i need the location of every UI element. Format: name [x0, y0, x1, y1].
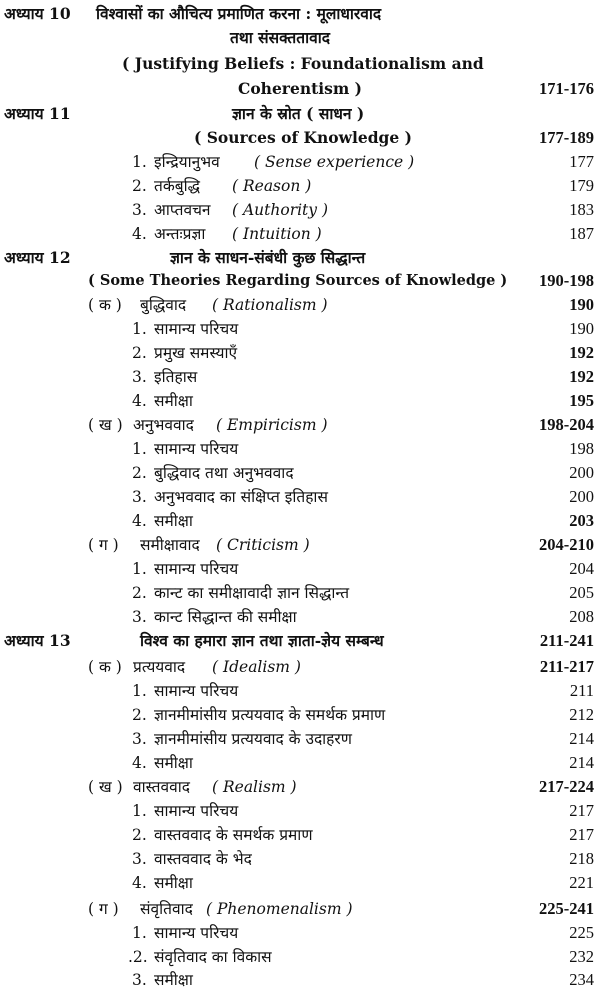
item-title: प्रमुख समस्याएँ — [154, 344, 238, 362]
toc-item — [0, 679, 600, 703]
item-title: अनुभववाद का संक्षिप्त इतिहास — [154, 488, 328, 506]
item-title-english: ( Authority ) — [232, 201, 329, 219]
toc-item — [0, 968, 600, 992]
item-number: 4. — [132, 512, 147, 530]
item-title: सामान्य परिचय — [154, 682, 239, 700]
section-pages: 190 — [569, 295, 594, 314]
item-title-hindi: अन्तःप्रज्ञा — [154, 225, 206, 243]
item-title: सामान्य परिचय — [154, 802, 239, 820]
item-page: 221 — [569, 873, 594, 892]
item-page: 211 — [569, 681, 594, 700]
section-pages: 211-217 — [539, 657, 594, 676]
chapter-title-english: ( Some Theories Regarding Sources of Knowledge ) — [88, 272, 508, 289]
item-title-hindi: आप्तवचन — [154, 201, 211, 219]
toc-item — [0, 365, 600, 389]
section-title-english: ( Empiricism ) — [216, 416, 328, 434]
toc-chapter-12 — [0, 246, 600, 270]
chapter-title-hindi: ज्ञान के स्रोत ( साधन ) — [232, 104, 365, 123]
item-number: 2. — [132, 584, 147, 602]
item-number: 3. — [132, 488, 147, 506]
item-number: 3. — [132, 368, 147, 386]
section-title-english: ( Phenomenalism ) — [206, 900, 353, 918]
section-pages: 204-210 — [539, 535, 594, 554]
item-title: समीक्षा — [154, 512, 193, 530]
toc-section — [0, 775, 600, 799]
item-page: 232 — [569, 947, 594, 966]
item-page: 217 — [569, 801, 594, 820]
item-page: 192 — [569, 343, 594, 362]
item-title-hindi: तर्कबुद्धि — [154, 177, 200, 195]
item-title-english: ( Reason ) — [232, 177, 312, 195]
item-page: 214 — [569, 729, 594, 748]
item-title: इतिहास — [154, 368, 198, 386]
toc-item — [0, 751, 600, 775]
toc-item — [0, 341, 600, 365]
toc-chapter-11 — [0, 102, 600, 126]
chapter-title-hindi: विश्व का हमारा ज्ञान तथा ज्ञाता-ज्ञेय सम्बन्ध — [140, 631, 384, 650]
toc-item — [0, 461, 600, 485]
item-page: 218 — [569, 849, 594, 868]
item-title: सामान्य परिचय — [154, 924, 239, 942]
section-title-hindi: समीक्षावाद — [140, 536, 200, 554]
section-pages: 217-224 — [539, 777, 594, 796]
toc-item — [0, 823, 600, 847]
toc-item — [0, 703, 600, 727]
item-title-hindi: इन्द्रियानुभव — [154, 153, 220, 171]
item-page: 190 — [569, 319, 594, 338]
item-number: 2. — [132, 344, 147, 362]
section-title-english: ( Realism ) — [212, 778, 297, 796]
item-page: 200 — [569, 463, 594, 482]
item-title: ज्ञानमीमांसीय प्रत्ययवाद के समर्थक प्रमाण — [154, 706, 386, 724]
item-number: 4. — [132, 225, 147, 243]
chapter-pages: 177-189 — [539, 128, 594, 147]
item-number: 2. — [132, 826, 147, 844]
item-number: 3. — [132, 201, 147, 219]
chapter-pages: 211-241 — [539, 631, 594, 650]
section-title-english: ( Idealism ) — [212, 658, 301, 676]
toc-item — [0, 174, 600, 198]
item-number: 2. — [132, 177, 147, 195]
toc-chapter-10-line3 — [0, 52, 600, 76]
section-mark: ( ग ) — [88, 900, 119, 918]
toc-item — [0, 389, 600, 413]
chapter-title-english-cont: Coherentism ) — [238, 79, 363, 98]
item-title: समीक्षा — [154, 754, 193, 772]
section-title-hindi: प्रत्ययवाद — [133, 658, 186, 676]
item-title: सामान्य परिचय — [154, 320, 239, 338]
chapter-pages: 171-176 — [539, 79, 594, 98]
item-number: 1. — [132, 924, 147, 942]
item-title: वास्तववाद के भेद — [154, 850, 252, 868]
toc-section — [0, 293, 600, 317]
item-page: 187 — [569, 224, 594, 243]
toc-chapter-10-line4 — [0, 77, 600, 101]
item-title-english: ( Intuition ) — [232, 225, 322, 243]
toc-item — [0, 871, 600, 895]
item-page: 203 — [569, 511, 594, 530]
item-title: कान्ट का समीक्षावादी ज्ञान सिद्धान्त — [154, 584, 350, 602]
item-page: 208 — [569, 607, 594, 626]
toc-item — [0, 150, 600, 174]
toc-chapter-12-line2 — [0, 269, 600, 293]
chapter-label: अध्याय 13 — [4, 631, 71, 650]
toc-item — [0, 847, 600, 871]
section-title-hindi: अनुभववाद — [133, 416, 194, 434]
item-title-english: ( Sense experience ) — [254, 153, 415, 171]
toc-chapter-10-line2 — [0, 26, 600, 50]
item-number: 1. — [132, 802, 147, 820]
item-number: 3. — [132, 730, 147, 748]
item-number: 1. — [132, 560, 147, 578]
section-title-hindi: संवृतिवाद — [140, 900, 193, 918]
item-title: सामान्य परिचय — [154, 560, 239, 578]
item-page: 205 — [569, 583, 594, 602]
chapter-title-english: ( Sources of Knowledge ) — [194, 128, 412, 147]
section-mark: ( ख ) — [88, 778, 123, 796]
item-number: 4. — [132, 754, 147, 772]
toc-item — [0, 605, 600, 629]
item-number: 3. — [132, 608, 147, 626]
item-number: 3. — [132, 971, 147, 989]
item-title: समीक्षा — [154, 874, 193, 892]
section-title-english: ( Rationalism ) — [212, 296, 328, 314]
toc-item — [0, 581, 600, 605]
item-page: 225 — [569, 923, 594, 942]
chapter-title-hindi-cont: तथा संसक्ततावाद — [230, 28, 330, 47]
toc-item — [0, 557, 600, 581]
item-number: 4. — [132, 874, 147, 892]
item-title: ज्ञानमीमांसीय प्रत्ययवाद के उदाहरण — [154, 730, 352, 748]
item-title: बुद्धिवाद तथा अनुभववाद — [154, 464, 294, 482]
item-page: 234 — [569, 970, 594, 989]
item-title: वास्तववाद के समर्थक प्रमाण — [154, 826, 313, 844]
item-number: .2. — [128, 948, 148, 966]
item-number: 2. — [132, 464, 147, 482]
section-mark: ( ख ) — [88, 416, 123, 434]
chapter-pages: 190-198 — [539, 271, 594, 290]
toc-chapter-11-line2 — [0, 126, 600, 150]
item-title: समीक्षा — [154, 971, 193, 989]
toc-item — [0, 921, 600, 945]
toc-section — [0, 533, 600, 557]
item-page: 177 — [569, 152, 594, 171]
section-mark: ( क ) — [88, 296, 122, 314]
chapter-label: अध्याय 12 — [4, 248, 71, 267]
section-title-hindi: वास्तववाद — [133, 778, 190, 796]
section-pages: 198-204 — [539, 415, 594, 434]
section-title-english: ( Criticism ) — [216, 536, 310, 554]
section-mark: ( क ) — [88, 658, 122, 676]
section-title-hindi: बुद्धिवाद — [140, 296, 187, 314]
chapter-label: अध्याय 11 — [4, 104, 71, 123]
toc-item — [0, 727, 600, 751]
chapter-label: अध्याय 10 — [4, 4, 71, 23]
toc-item — [0, 485, 600, 509]
toc-section — [0, 897, 600, 921]
toc-item — [0, 799, 600, 823]
toc-chapter-13 — [0, 629, 600, 653]
section-pages: 225-241 — [539, 899, 594, 918]
item-number: 1. — [132, 682, 147, 700]
item-page: 204 — [569, 559, 594, 578]
item-number: 1. — [132, 153, 147, 171]
toc-item — [0, 437, 600, 461]
toc-item — [0, 945, 600, 969]
item-page: 217 — [569, 825, 594, 844]
item-page: 214 — [569, 753, 594, 772]
toc-item — [0, 317, 600, 341]
item-number: 1. — [132, 320, 147, 338]
item-page: 195 — [569, 391, 594, 410]
item-title: संवृतिवाद का विकास — [154, 948, 272, 966]
item-number: 1. — [132, 440, 147, 458]
item-title: कान्ट सिद्धान्त की समीक्षा — [154, 608, 297, 626]
section-mark: ( ग ) — [88, 536, 119, 554]
toc-item — [0, 222, 600, 246]
toc-item — [0, 198, 600, 222]
item-title: समीक्षा — [154, 392, 193, 410]
item-page: 192 — [569, 367, 594, 386]
item-page: 198 — [569, 439, 594, 458]
item-page: 183 — [569, 200, 594, 219]
item-number: 3. — [132, 850, 147, 868]
toc-item — [0, 509, 600, 533]
chapter-title-english: ( Justifying Beliefs : Foundationalism and — [122, 54, 484, 73]
item-page: 200 — [569, 487, 594, 506]
item-page: 212 — [569, 705, 594, 724]
chapter-title-hindi: विश्वासों का औचित्य प्रमाणित करना : मूलाधारवाद — [96, 4, 382, 23]
item-page: 179 — [569, 176, 594, 195]
item-number: 2. — [132, 706, 147, 724]
toc-section — [0, 413, 600, 437]
chapter-title-hindi: ज्ञान के साधन-संबंधी कुछ सिद्धान्त — [170, 248, 366, 267]
toc-chapter-10 — [0, 2, 600, 26]
toc-section — [0, 655, 600, 679]
item-title: सामान्य परिचय — [154, 440, 239, 458]
item-number: 4. — [132, 392, 147, 410]
